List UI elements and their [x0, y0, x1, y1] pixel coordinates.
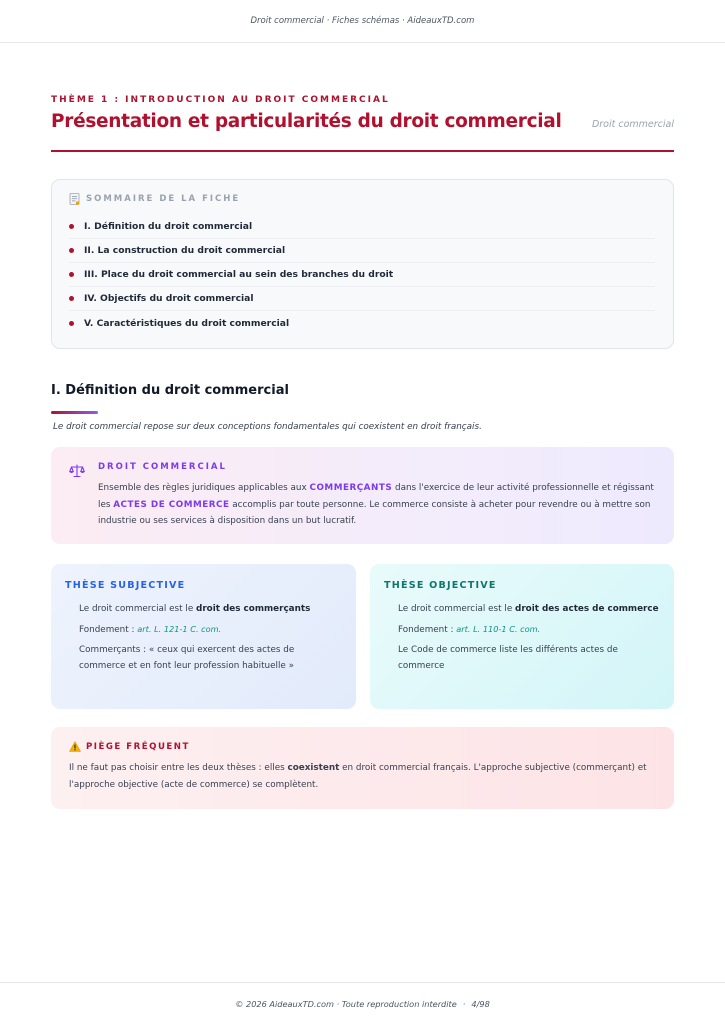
card-line: Commerçants : « ceux qui exercent des actes de commerce et en font leur profession habituelle » — [79, 645, 295, 671]
page-footer — [0, 982, 725, 1024]
toc-item[interactable] — [69, 311, 655, 335]
toc-item-label: I. Définition du droit commercial — [84, 221, 253, 232]
page-title: Présentation et particularités du droit commercial — [51, 111, 562, 132]
card-line — [65, 621, 342, 638]
copyright: © 2026 AideauxTD.com · Toute reproduction interdite — [235, 998, 457, 1009]
definition-label: DROIT COMMERCIAL — [98, 462, 227, 472]
table-of-contents — [51, 179, 674, 349]
card-line — [65, 601, 342, 617]
definition-text-part: accomplis par toute personne. Le commerce consiste à acheter pour revendre ou à mettre son industrie ou ses services à disposition dans un but lucratif. — [98, 499, 651, 526]
objective-thesis-card — [370, 564, 674, 709]
card-line — [384, 601, 660, 617]
definition-box — [51, 447, 674, 544]
toc-item[interactable] — [69, 263, 655, 287]
title-divider — [51, 150, 674, 152]
warning-title: PIÈGE FRÉQUENT — [86, 741, 190, 752]
legal-reference: art. L. 121-1 C. com. — [137, 624, 222, 634]
bullet-icon — [69, 321, 74, 326]
toc-item-label: IV. Objectifs du droit commercial — [84, 293, 254, 304]
warning-header — [69, 741, 656, 752]
definition-text — [98, 480, 658, 530]
card-bold-text: droit des commerçants — [196, 604, 311, 614]
title-row — [51, 111, 674, 132]
section-intro: Le droit commercial repose sur deux conceptions fondamentales qui coexistent en droit français. — [53, 422, 482, 432]
warning-bold-text: coexistent — [287, 763, 340, 773]
warning-box — [51, 727, 674, 809]
toc-header — [69, 193, 655, 205]
scales-icon — [69, 463, 85, 477]
card-line: Le Code de commerce liste les différents actes de commerce — [398, 645, 618, 671]
bullet-icon — [69, 248, 74, 253]
toc-item[interactable] — [69, 239, 655, 263]
definition-text-part: Ensemble des règles juridiques applicables aux — [98, 483, 310, 493]
section-title: I. Définition du droit commercial — [51, 383, 289, 398]
card-text: Fondement : — [79, 625, 138, 635]
toc-item-label: V. Caractéristiques du droit commercial — [84, 317, 290, 329]
card-line — [384, 621, 660, 638]
document-icon — [69, 193, 80, 205]
card-text: Le droit commercial est le — [79, 604, 197, 614]
page-number: 4/98 — [471, 998, 490, 1009]
theme-label: THÈME 1 : INTRODUCTION AU DROIT COMMERCIAL — [51, 95, 390, 105]
card-bold-text: droit des actes de commerce — [515, 604, 659, 614]
running-header — [0, 0, 725, 43]
toc-item[interactable] — [69, 215, 655, 239]
warning-text — [69, 760, 656, 793]
keyword-commercial-acts: ACTES DE COMMERCE — [113, 499, 230, 510]
footer-separator: · — [462, 998, 466, 1009]
bullet-icon — [69, 224, 74, 229]
warning-icon — [69, 741, 81, 752]
toc-item[interactable] — [69, 287, 655, 311]
card-text: Fondement : — [398, 625, 457, 635]
toc-heading: SOMMAIRE DE LA FICHE — [86, 194, 241, 204]
subjective-thesis-card — [51, 564, 356, 709]
warning-text-part: Il ne faut pas choisir entre les deux thèses : elles — [69, 763, 288, 773]
section-underline — [51, 411, 98, 414]
keyword-merchants: COMMERÇANTS — [309, 483, 393, 493]
subject-tag: Droit commercial — [591, 119, 674, 130]
card-text: Le droit commercial est le — [398, 604, 516, 614]
card-title: THÈSE SUBJECTIVE — [65, 580, 186, 591]
legal-reference: art. L. 110-1 C. com. — [456, 624, 541, 634]
card-title: THÈSE OBJECTIVE — [384, 580, 497, 591]
definition-text-part: dans l'exercice de leur activité professionnelle et régissant les — [98, 483, 654, 510]
warning-text-part: en droit commercial français. L'approche subjective (commerçant) et l'approche objective (acte de commerce) se complètent. — [69, 763, 647, 790]
toc-item-label: II. La construction du droit commercial — [84, 245, 286, 256]
bullet-icon — [69, 296, 74, 301]
toc-item-label: III. Place du droit commercial au sein des branches du droit — [84, 269, 394, 280]
bullet-icon — [69, 272, 74, 277]
running-title: Droit commercial · Fiches schémas · AideauxTD.com — [250, 16, 475, 26]
